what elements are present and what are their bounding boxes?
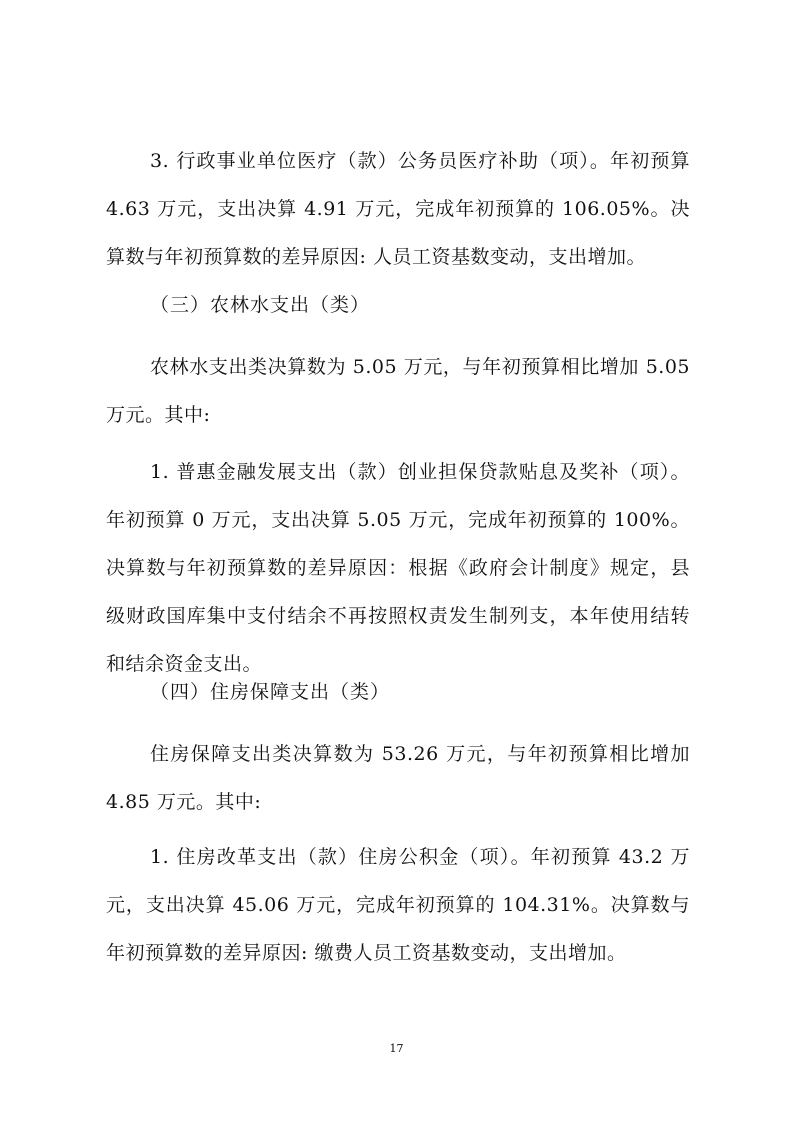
paragraph-agriculture-summary: 农林水支出类决算数为 5.05 万元，与年初预算相比增加 5.05 万元。其中:	[106, 356, 690, 426]
section-heading-agriculture: （三）农林水支出（类）	[150, 294, 371, 316]
section-heading-housing: （四）住房保障支出（类）	[150, 681, 391, 703]
paragraph-housing-summary: 住房保障支出类决算数为 53.26 万元，与年初预算相比增加 4.85 万元。其中:	[106, 743, 690, 813]
paragraph-inclusive-finance: 1. 普惠金融发展支出（款）创业担保贷款贴息及奖补（项）。年初预算 0 万元，支出决算 5.05 万元，完成年初预算的 100%。决算数与年初预算数的差异原因：根据《政府会计制度》规定，县级财政国库集中支付结余不再按照权责发生制列支，本年使用结转和结余资金支出。	[106, 461, 690, 675]
paragraph-housing-fund: 1. 住房改革支出（款）住房公积金（项）。年初预算 43.2 万元，支出决算 45.06 万元，完成年初预算的 104.31%。决算数与年初预算数的差异原因: 缴费人员工资基数变动，支出增加。	[106, 846, 690, 964]
paragraph-medical-subsidy: 3. 行政事业单位医疗（款）公务员医疗补助（项）。年初预算 4.63 万元，支出决算 4.91 万元，完成年初预算的 106.05%。决算数与年初预算数的差异原因: 人员工资基数变动，支出增加。	[106, 150, 690, 268]
page-number: 17	[389, 1042, 404, 1055]
